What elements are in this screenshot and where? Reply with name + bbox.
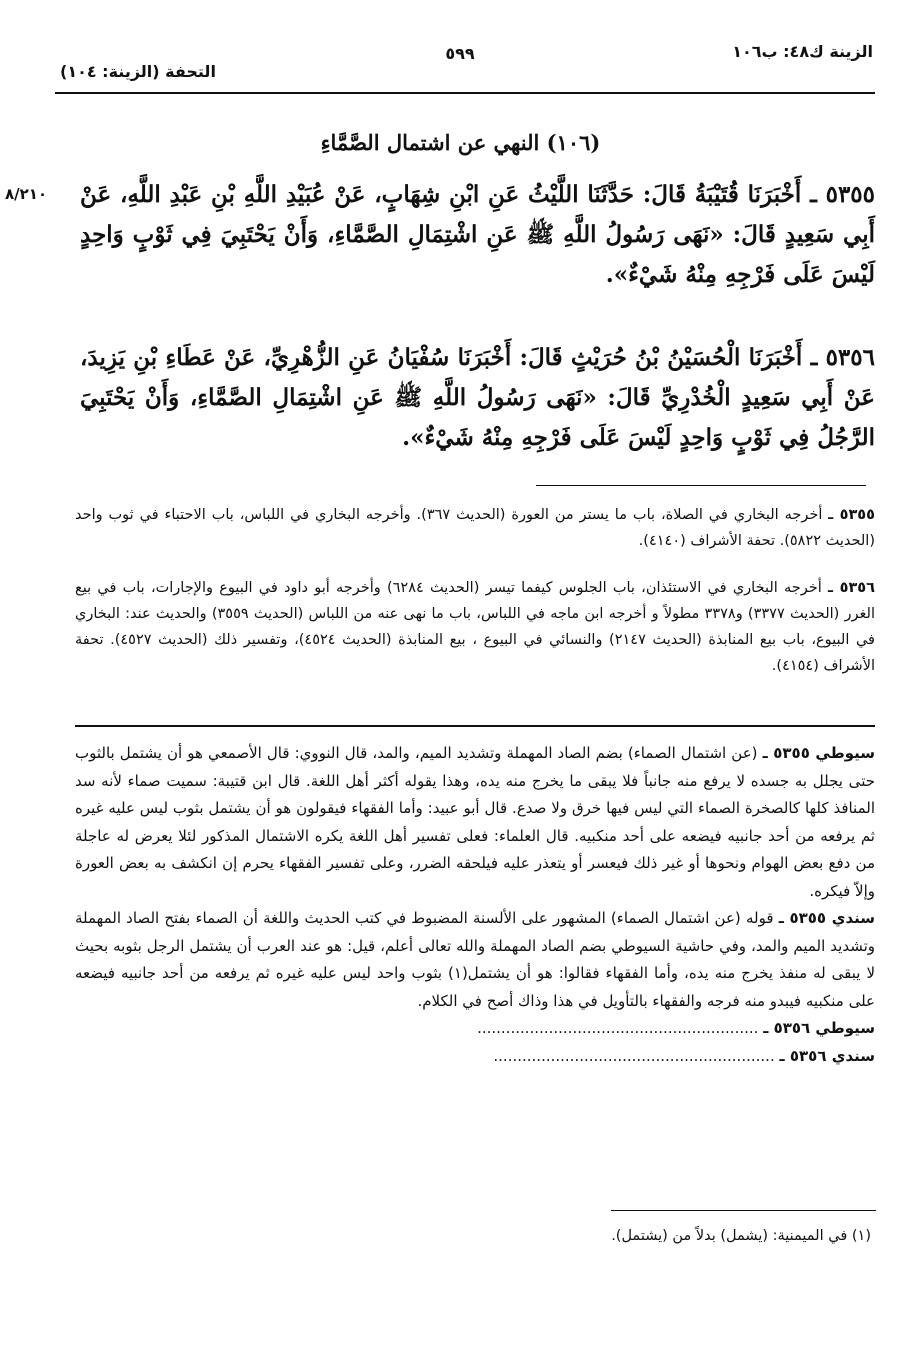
hadith-text: أَخْبَرَنَا قُتَيْبَةُ قَالَ: حَدَّثَنَا اللَّيْثُ عَنِ ابْنِ شِهَابٍ، عَنْ عُبَيْدِ اللَّهِ بْنِ عَبْدِ اللَّهِ، عَنْ أَبِي سَعِيدٍ قَالَ: «نَهَى رَسُولُ اللَّهِ ﷺ عَنِ اشْتِمَالِ الصَّمَّاءِ، وَأَنْ يَحْتَبِيَ فِي ثَوْبٍ وَاحِدٍ لَيْسَ عَلَى فَرْجِهِ مِنْهُ شَيْءٌ».	[80, 181, 875, 288]
commentary-dots: ...........................................................	[493, 1046, 775, 1065]
hadith-5355	[80, 175, 875, 295]
margin-reference: ٨/٢١٠	[5, 185, 48, 203]
takhrij-number: ٥٣٥٥ ـ	[828, 507, 875, 523]
hadith-text: أَخْبَرَنَا الْحُسَيْنُ بْنُ حُرَيْثٍ قَالَ: أَخْبَرَنَا سُفْيَانُ عَنِ الزُّهْرِيِّ، عَنْ عَطَاءِ بْنِ يَزِيدَ، عَنْ أَبِي سَعِيدٍ الْخُدْرِيِّ قَالَ: «نَهَى رَسُولُ اللَّهِ ﷺ عَنِ اشْتِمَالِ الصَّمَّاءِ، وَأَنْ يَحْتَبِيَ الرَّجُلُ فِي ثَوْبٍ وَاحِدٍ لَيْسَ عَلَى فَرْجِهِ مِنْهُ شَيْءٌ».	[80, 344, 875, 451]
hadith-number: ٥٣٥٥ ـ	[810, 181, 876, 208]
footnote: (١) في الميمنية: (يشمل) بدلاً من (يشتمل).	[611, 1228, 871, 1244]
commentary-block	[75, 740, 875, 1070]
commentary-divider	[75, 725, 875, 727]
hadith-number: ٥٣٥٦ ـ	[810, 344, 875, 371]
takhrij-number: ٥٣٥٦ ـ	[827, 580, 876, 596]
page-number: ٥٩٩	[445, 44, 475, 63]
commentary-dots: ...........................................................	[477, 1019, 759, 1037]
commentary-lead: سندي ٥٣٥٦ ـ	[779, 1046, 875, 1065]
takhrij-5355	[75, 502, 875, 554]
commentary-suyuti-5356	[75, 1015, 875, 1043]
takhrij-text: أخرجه البخاري في الاستئذان، باب الجلوس كيفما تيسر (الحديث ٦٢٨٤) وأخرجه أبو داود في البيوع والإجارات، باب في بيع الغرر (الحديث ٣٣٧٧) و٣٣٧٨ مطولاً و أخرجه ابن ماجه في اللباس، باب ما نهى عنه من اللباس (الحديث ٣٥٥٩) والحديث عند: البخاري في البيوع، باب بيع المنابذة (الحديث ٢١٤٧) والنسائي في البيوع ، بيع المنابذة (الحديث ٤٥٢٤)، وتفسير ذلك (الحديث ٤٥٢٧). تحفة الأشراف (٤١٥٤).	[75, 580, 875, 674]
commentary-text: (عن اشتمال الصماء) بضم الصاد المهملة وتشديد الميم، والمد، قال النووي: قال الأصمعي هو أن يشتمل بالثوب حتى يجلل به جسده لا يرفع منه جانباً فلا يبقى ما يخرج منه يده، وهذا يقوله أكثر أهل اللغة. قال ابن قتيبة: سميت صماء لأنه سد المنافذ كلها كالصخرة الصماء التي ليس فيها خرق ولا صدع. قال أبو عبيد: وأما الفقهاء فيقولون هو أن يشتمل بثوب ليس عليه غيره ثم يرفعه من أحد جانبيه فيضعه على أحد منكبيه. قال العلماء: فعلى تفسير أهل اللغة يكره الاشتمال المذكور لئلا يعرض له عاجلة من دفع بعض الهوام ونحوها أو غير ذلك فيعسر أو يتعذر عليه فيلحقه الضرر، وعلى تفسير الفقهاء يحرم إن انكشف به بعض العورة وإلاّ فيكره.	[75, 744, 875, 900]
chapter-title: (١٠٦) النهي عن اشتمال الصَّمَّاءِ	[320, 130, 601, 155]
takhrij-text: أخرجه البخاري في الصلاة، باب ما يستر من العورة (الحديث ٣٦٧). وأخرجه البخاري في اللباس، باب الاحتباء في ثوب واحد (الحديث ٥٨٢٢). تحفة الأشراف (٤١٤٠).	[75, 507, 875, 549]
footnote-rule	[611, 1210, 876, 1211]
commentary-suyuti-5355	[75, 740, 875, 905]
footnote-divider	[536, 485, 866, 486]
commentary-lead: سيوطي ٥٣٥٥ ـ	[762, 744, 875, 762]
header-rule	[55, 92, 875, 94]
commentary-sindi-5356	[75, 1043, 875, 1071]
header-right: الزينة ك٤٨: ب١٠٦	[732, 42, 873, 61]
commentary-text: قوله (عن اشتمال الصماء) المشهور على الألسنة المضبوط في كتب الحديث واللغة أن الصماء بفتح الصاد المهملة وتشديد الميم والمد، وفي حاشية السيوطي بضم الصاد المهملة والله تعالى أعلم، قيل: هو عند العرب أن يشتمل الرجل بثوبه بحيث لا يبقى له منفذ يخرج منه يده، وأما الفقهاء فقالوا: هو أن يشتمل(١) بثوب واحد ليس عليه غيره ثم يرفعه من أحد جانبيه فيضعه على منكبيه فيبدو منه فرجه والفقهاء بالتأويل في هذا وذاك أصح في الكلام.	[75, 909, 875, 1010]
commentary-lead: سيوطي ٥٣٥٦ ـ	[763, 1019, 875, 1037]
commentary-lead: سندي ٥٣٥٥ ـ	[778, 909, 875, 927]
header-left: التحفة (الزينة: ١٠٤)	[60, 62, 216, 81]
commentary-sindi-5355	[75, 905, 875, 1015]
takhrij-5356	[75, 575, 875, 679]
hadith-5356	[80, 338, 875, 458]
